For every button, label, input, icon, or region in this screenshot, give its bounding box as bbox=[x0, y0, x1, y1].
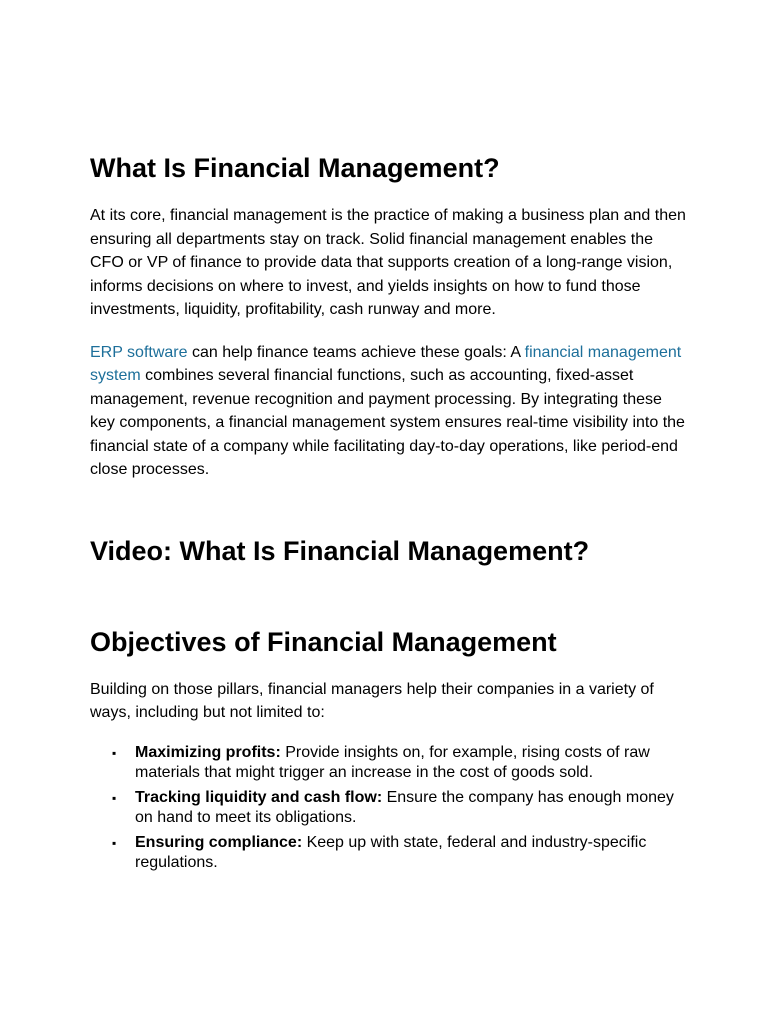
heading-video: Video: What Is Financial Management? bbox=[90, 535, 590, 566]
paragraph-erp bbox=[90, 341, 690, 482]
list-item-text: Keep up with state, federal and industry-specific regulations. bbox=[135, 833, 647, 871]
bullet-square-icon: ▪ bbox=[112, 745, 117, 760]
list-item-label: Maximizing profits: bbox=[135, 743, 281, 761]
list-item bbox=[90, 788, 690, 828]
bullet-square-icon: ▪ bbox=[112, 835, 117, 850]
list-item-text: Provide insights on, for example, rising costs of raw materials that might trigger an increase in the cost of goods sold. bbox=[135, 743, 650, 781]
heading-what-is-financial-management: What Is Financial Management? bbox=[90, 153, 500, 183]
list-item bbox=[90, 743, 690, 783]
article-body bbox=[90, 150, 690, 878]
list-item bbox=[90, 833, 690, 873]
paragraph-core-definition: At its core, financial management is the practice of making a business plan and then ensuring all departments stay on track. Solid financial management enables the CFO or VP of finance to provide data that supports creation of a long-range vision, informs decisions on where to invest, and yields insights on how to fund those investments, liquidity, profitability, cash runway and more. bbox=[90, 207, 686, 318]
bullet-square-icon: ▪ bbox=[112, 790, 117, 805]
paragraph-pillars: Building on those pillars, financial managers help their companies in a variety of ways, including but not limited to: bbox=[90, 680, 654, 721]
list-item-label: Ensuring compliance: bbox=[135, 833, 303, 851]
paragraph-erp-text-2: combines several financial functions, such as accounting, fixed-asset management, revenue recognition and payment processing. By integrating these key components, a financial management system ensures real-time visibility into the financial state of a company while facilitating day-to-day operations, like period-end close processes. bbox=[90, 367, 685, 478]
list-item-label: Tracking liquidity and cash flow: bbox=[135, 788, 383, 806]
objectives-list bbox=[90, 743, 690, 873]
paragraph-erp-text-1: can help finance teams achieve these goals: A bbox=[187, 343, 525, 361]
financial-management-system-link[interactable]: financial management system bbox=[90, 343, 682, 384]
list-item-text: Ensure the company has enough money on hand to meet its obligations. bbox=[135, 788, 674, 826]
heading-objectives: Objectives of Financial Management bbox=[90, 626, 557, 657]
erp-software-link[interactable]: ERP software bbox=[90, 343, 188, 361]
